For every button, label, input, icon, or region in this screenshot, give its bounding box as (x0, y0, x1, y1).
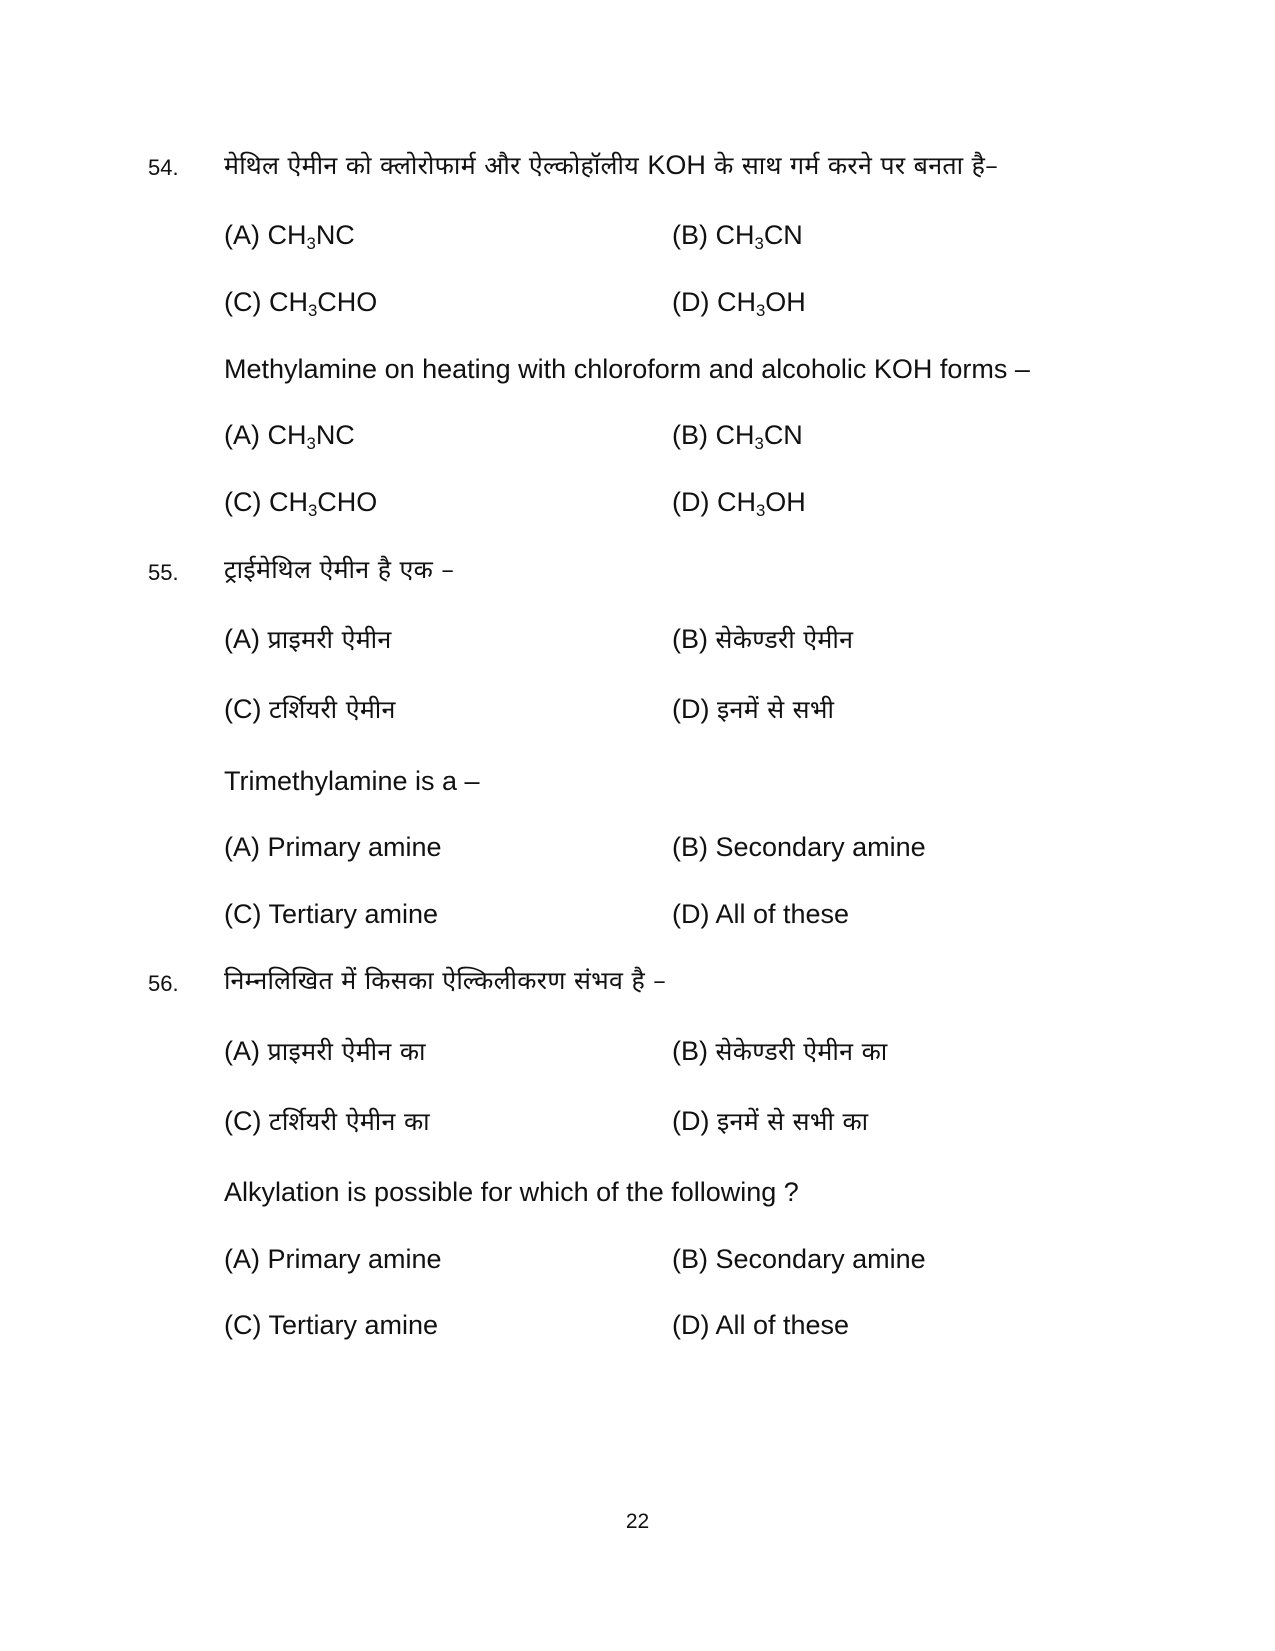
option-a: (A) प्राइमरी ऐमीन (224, 624, 392, 654)
option-b: (B) Secondary amine (672, 1244, 926, 1274)
question-56-hindi: निम्नलिखित में किसका ऐल्किलीकरण संभव है – (224, 966, 667, 995)
page-number: 22 (625, 1510, 650, 1533)
option-a: (A) Primary amine (224, 1244, 442, 1274)
option-a: (A) प्राइमरी ऐमीन का (224, 1036, 426, 1066)
koh-text: KOH (647, 150, 706, 180)
question-54-english: Methylamine on heating with chloroform and alcoholic KOH forms – (224, 354, 1030, 384)
option-d: (D) All of these (672, 1310, 850, 1340)
question-number: 56. (148, 971, 179, 996)
option-b: (B) Secondary amine (672, 832, 926, 862)
option-d: (D) All of these (672, 899, 850, 929)
question-number: 54. (148, 155, 179, 180)
question-55-hindi: ट्राईमेथिल ऐमीन है एक – (224, 555, 455, 584)
option-c: (C) Tertiary amine (224, 1310, 439, 1340)
option-c: (C) Tertiary amine (224, 899, 439, 929)
option-c: (C) $CH_3CHO$ (224, 287, 378, 321)
option-c: (C) टर्शियरी ऐमीन (224, 694, 396, 724)
question-54-hindi (224, 148, 998, 183)
option-d: (D) इनमें से सभी का (672, 1106, 869, 1136)
option-b: (B) $CH_3CN$ (672, 420, 803, 454)
option-b: (B) सेकेण्डरी ऐमीन (672, 624, 854, 654)
option-a: (A) Primary amine (224, 832, 442, 862)
option-d: (D) इनमें से सभी (672, 694, 835, 724)
option-b: (B) $CH_3CN$ (672, 220, 803, 254)
option-c: (C) $CH_3CHO$ (224, 487, 378, 521)
option-d: (D) $CH_3OH$ (672, 287, 806, 321)
option-a: (A) $CH_3NC$ (224, 420, 355, 454)
hindi-text: के साथ गर्म करने पर बनता है– (705, 151, 999, 180)
option-c: (C) टर्शियरी ऐमीन का (224, 1106, 430, 1136)
question-55-english: Trimethylamine is a – (224, 766, 480, 796)
option-b: (B) सेकेण्डरी ऐमीन का (672, 1036, 888, 1066)
question-number: 55. (148, 560, 179, 585)
option-a: (A) $CH_3NC$ (224, 220, 355, 254)
option-d: (D) $CH_3OH$ (672, 487, 806, 521)
question-56-english: Alkylation is possible for which of the following ? (224, 1177, 799, 1207)
hindi-text: मेथिल ऐमीन को क्लोरोफार्म और ऐल्कोहॉलीय (224, 151, 648, 180)
